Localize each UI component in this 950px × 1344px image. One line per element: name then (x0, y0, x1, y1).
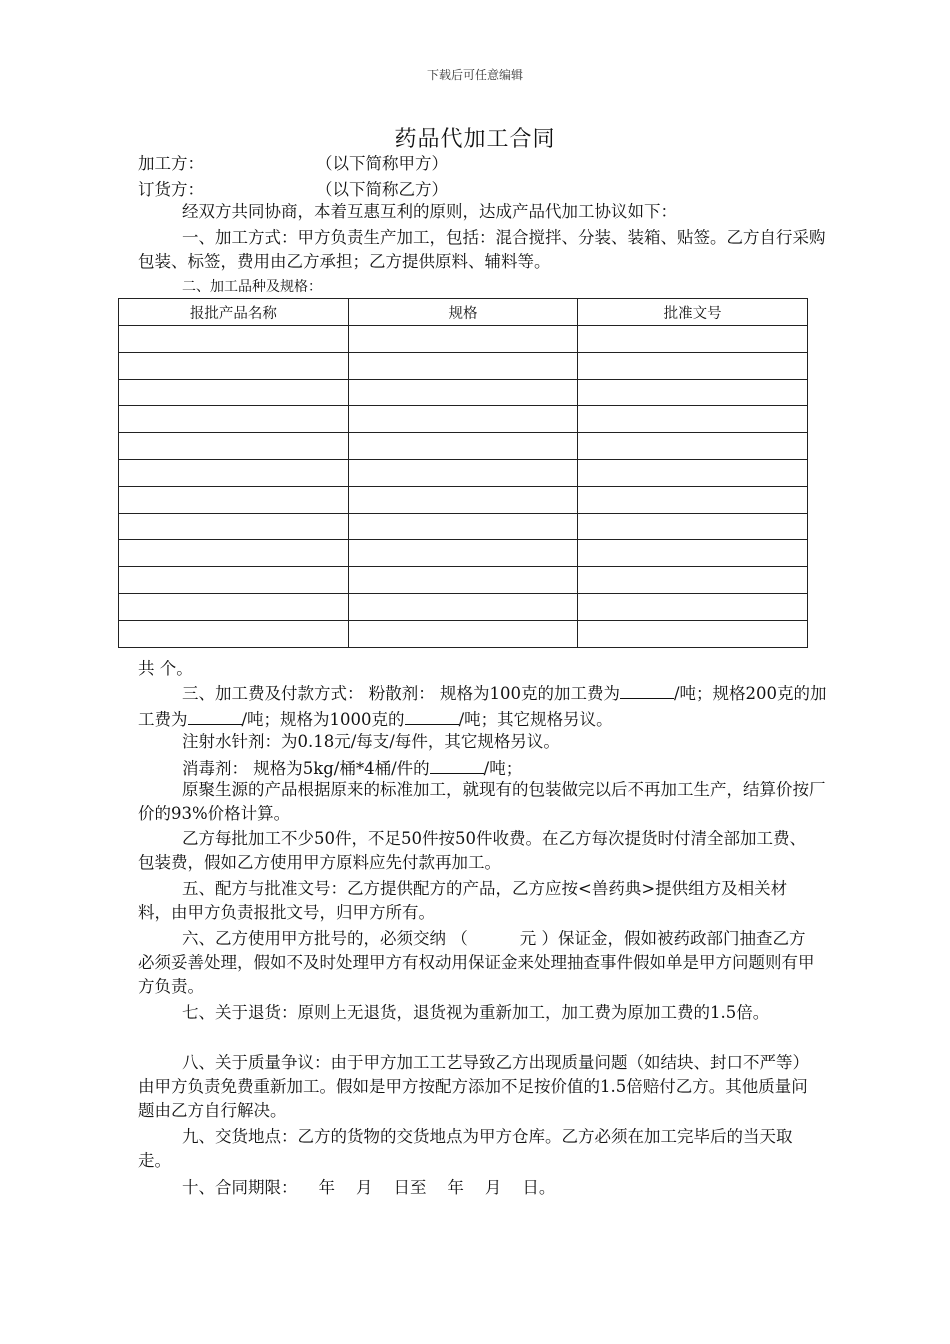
table-row (119, 567, 808, 594)
approval-number-cell[interactable] (578, 620, 808, 647)
table-row (119, 513, 808, 540)
spec-cell[interactable] (348, 593, 578, 620)
product-name-cell[interactable] (119, 486, 349, 513)
product-name-cell[interactable] (119, 620, 349, 647)
clause-10: 十、合同期限： 年 月 日至 年 月 日。 (182, 1178, 556, 1197)
header-note: 下载后可任意编辑 (426, 68, 523, 82)
product-name-cell[interactable] (119, 513, 349, 540)
clause-3-part-c: /吨；规格为1000克的 (241, 710, 405, 729)
clause-5: 五、配方与批准文号：乙方提供配方的产品，乙方应按<兽药典>提供组方及相关材料，由甲方负责报批文号，归甲方所有。 (138, 879, 788, 922)
product-name-cell[interactable] (119, 379, 349, 406)
approval-number-cell[interactable] (578, 567, 808, 594)
spec-cell[interactable] (348, 540, 578, 567)
clause-8: 八、关于质量争议：由于甲方加工工艺导致乙方出现质量问题（如结块、封口不严等）由甲方负责免费重新加工。假如是甲方按配方添加不足按价值的1.5倍赔付乙方。其他质量问题由乙方自行解决。 (138, 1053, 809, 1120)
spec-cell[interactable] (348, 352, 578, 379)
clause-3-part-b: /吨；规格200克的加工费为 (138, 684, 827, 729)
column-header-product-name: 报批产品名称 (119, 299, 349, 326)
clause-3-part-d: /吨；其它规格另议。 (458, 710, 613, 729)
party-a-line (138, 150, 448, 174)
approval-number-cell[interactable] (578, 326, 808, 353)
clause-9: 九、交货地点：乙方的货物的交货地点为甲方仓库。乙方必须在加工完毕后的当天取走。 (138, 1127, 793, 1170)
table-row (119, 326, 808, 353)
clause-2-heading: 二、加工品种及规格： (182, 279, 322, 295)
table-row (119, 459, 808, 486)
fill-blank-disinfectant[interactable] (430, 755, 484, 774)
table-row (119, 406, 808, 433)
product-name-cell[interactable] (119, 593, 349, 620)
product-name-cell[interactable] (119, 459, 349, 486)
clause-7: 七、关于退货：原则上无退货，退货视为重新加工，加工费为原加工费的1.5倍。 (182, 1003, 770, 1022)
spec-cell[interactable] (348, 459, 578, 486)
clause-6-part-b: 元 ）保证金，假如被药政部门抽查乙方必须妥善处理，假如不及时处理甲方有权动用保证金来处理抽查事件假如单是甲方问题则有甲方负责。 (138, 929, 815, 996)
approval-number-cell[interactable] (578, 513, 808, 540)
product-name-cell[interactable] (119, 567, 349, 594)
approval-number-cell[interactable] (578, 433, 808, 460)
spec-cell[interactable] (348, 406, 578, 433)
product-name-cell[interactable] (119, 352, 349, 379)
clause-6-part-a: 六、乙方使用甲方批号的，必须交纳 （ (182, 929, 468, 948)
product-table (118, 298, 808, 648)
approval-number-cell[interactable] (578, 352, 808, 379)
party-b-note: （以下简称乙方） (316, 180, 448, 199)
table-row (119, 433, 808, 460)
product-name-cell[interactable] (119, 406, 349, 433)
disinfectant-part-b: /吨； (483, 759, 523, 778)
party-a-label: 加工方： (138, 154, 204, 173)
document-title: 药品代加工合同 (394, 127, 556, 152)
table-row (119, 620, 808, 647)
product-name-cell[interactable] (119, 540, 349, 567)
approval-number-cell[interactable] (578, 486, 808, 513)
table-body (119, 326, 808, 648)
spec-cell[interactable] (348, 433, 578, 460)
spec-cell[interactable] (348, 620, 578, 647)
clause-6 (138, 927, 818, 999)
spec-cell[interactable] (348, 486, 578, 513)
table-row (119, 593, 808, 620)
approval-number-cell[interactable] (578, 459, 808, 486)
approval-number-cell[interactable] (578, 593, 808, 620)
table-row (119, 540, 808, 567)
paragraph-batch: 乙方每批加工不少50件，不足50件按50件收费。在乙方每次提货时付清全部加工费、包装费，假如乙方使用甲方原料应先付款再加工。 (138, 829, 806, 872)
clause-3 (138, 680, 828, 732)
total-line: 共 个。 (138, 659, 193, 678)
spec-cell[interactable] (348, 567, 578, 594)
table-header-row (119, 299, 808, 326)
party-b-line (138, 176, 448, 200)
intro-paragraph: 经双方共同协商，本着互惠互利的原则，达成产品代加工协议如下： (182, 202, 677, 221)
paragraph-jusheng: 原聚生源的产品根据原来的标准加工，就现有的包装做完以后不再加工生产，结算价按厂价的93%价格计算。 (138, 780, 826, 823)
clause-1: 一、加工方式：甲方负责生产加工，包括：混合搅拌、分装、装箱、贴签。乙方自行采购包装、标签，费用由乙方承担；乙方提供原料、辅料等。 (138, 228, 826, 271)
fill-blank-100g[interactable] (620, 680, 674, 699)
table-row (119, 379, 808, 406)
product-name-cell[interactable] (119, 326, 349, 353)
column-header-approval-number: 批准文号 (578, 299, 808, 326)
disinfectant-part-a: 消毒剂： 规格为5kg/桶*4桶/件的 (182, 759, 430, 778)
fill-blank-200g[interactable] (188, 706, 242, 725)
party-b-label: 订货方： (138, 180, 204, 199)
spec-cell[interactable] (348, 379, 578, 406)
product-name-cell[interactable] (119, 433, 349, 460)
clause-3-part-a: 三、加工费及付款方式： 粉散剂： 规格为100克的加工费为 (182, 684, 620, 703)
table-row (119, 352, 808, 379)
approval-number-cell[interactable] (578, 540, 808, 567)
spec-cell[interactable] (348, 326, 578, 353)
party-a-note: （以下简称甲方） (316, 154, 448, 173)
table-row (119, 486, 808, 513)
approval-number-cell[interactable] (578, 379, 808, 406)
fill-blank-1000g[interactable] (405, 706, 459, 725)
injection-line: 注射水针剂：为0.18元/每支/每件，其它规格另议。 (182, 732, 560, 751)
spec-cell[interactable] (348, 513, 578, 540)
column-header-spec: 规格 (348, 299, 578, 326)
approval-number-cell[interactable] (578, 406, 808, 433)
